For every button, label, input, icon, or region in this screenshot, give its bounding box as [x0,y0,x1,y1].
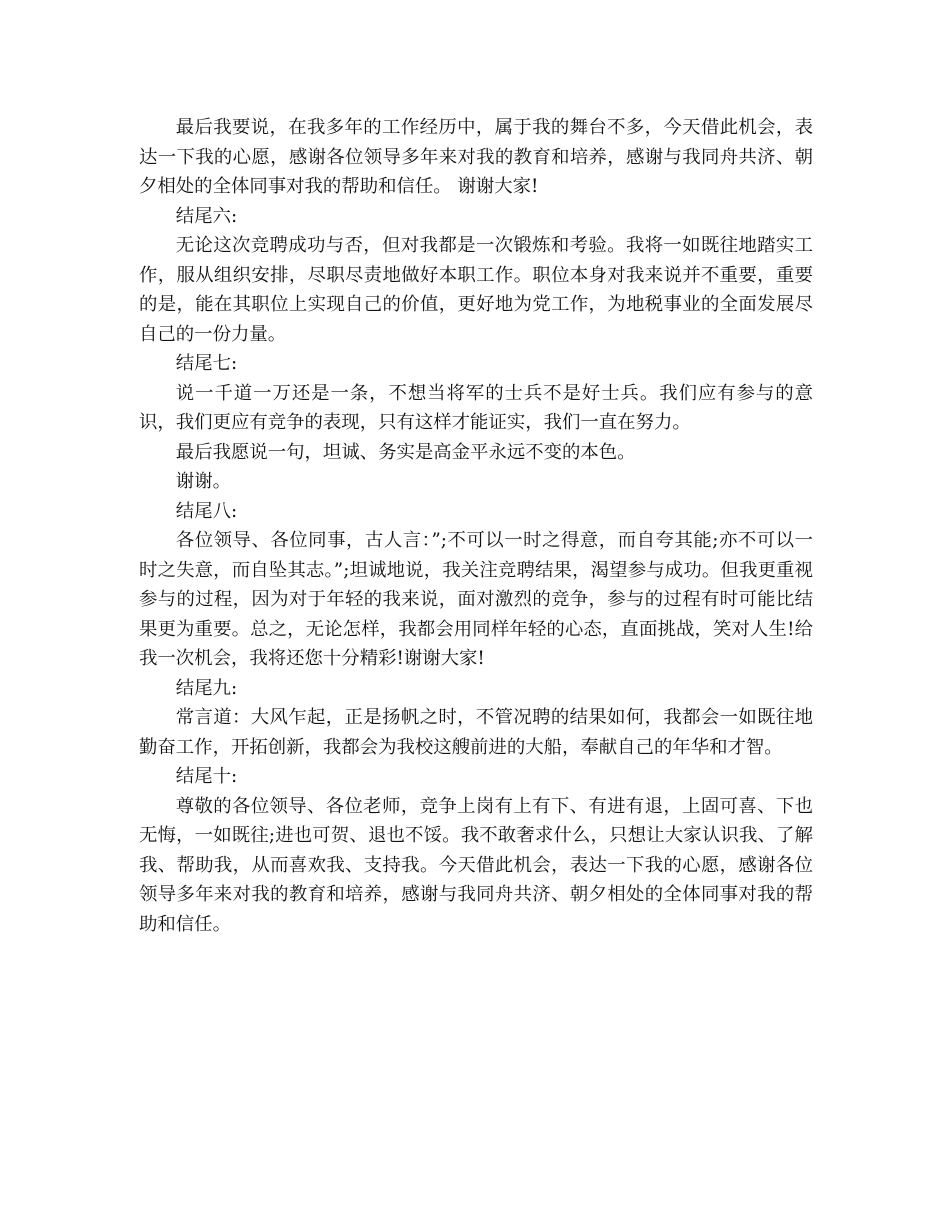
paragraph-ending-seven: 说一千道一万还是一条，不想当将军的士兵不是好士兵。我们应有参与的意识，我们更应有竞争的表现，只有这样才能证实，我们一直在努力。 [139,382,813,433]
paragraph-closing-thanks: 最后我要说，在我多年的工作经历中，属于我的舞台不多，今天借此机会，表达一下我的心愿，感谢各位领导多年来对我的教育和培养，感谢与我同舟共济、朝夕相处的全体同事对我的帮助和信任。 谢谢大家! [139,117,813,197]
heading-ending-eight: 结尾八: [175,500,238,522]
paragraph-thanks: 谢谢。 [175,471,231,492]
heading-ending-six: 结尾六: [175,205,238,227]
heading-ending-nine: 结尾九: [175,677,238,699]
heading-ending-seven: 结尾七: [175,353,238,374]
document-body [139,113,813,939]
heading-ending-ten: 结尾十: [175,766,238,787]
paragraph-ending-six: 无论这次竞聘成功与否，但对我都是一次锻炼和考验。我将一如既往地踏实工作，服从组织安排，尽职尽责地做好本职工作。职位本身对我来说并不重要，重要的是，能在其职位上实现自己的价值，更好地为党工作，为地税事业的全面发展尽自己的一份力量。 [139,235,813,345]
paragraph-ending-seven-final: 最后我愿说一句，坦诚、务实是高金平永远不变的本色。 [175,441,636,463]
paragraph-ending-eight: 各位领导、各位同事，古人言：”;不可以一时之得意，而自夸其能;亦不可以一时之失意，而自坠其志。”;坦诚地说，我关注竞聘结果，渴望参与成功。但我更重视参与的过程，因为对于年轻的我来说，面对激烈的竞争，参与的过程有时可能比结果更为重要。总之，无论怎样，我都会用同样年轻的心态，直面挑战，笑对人生!给我一次机会，我将还您十分精彩!谢谢大家! [139,530,813,669]
paragraph-ending-ten: 尊敬的各位领导、各位老师，竞争上岗有上有下、有进有退，上固可喜、下也无悔，一如既往;进也可贺、退也不馁。我不敢奢求什么，只想让大家认识我、了解我、帮助我，从而喜欢我、支持我。今天借此机会，表达一下我的心愿，感谢各位领导多年来对我的教育和培养，感谢与我同舟共济、朝夕相处的全体同事对我的帮助和信任。 [139,795,813,935]
paragraph-ending-nine: 常言道：大风乍起，正是扬帆之时，不管况聘的结果如何，我都会一如既往地勤奋工作，开拓创新，我都会为我校这艘前进的大船，奉献自己的年华和才智。 [139,707,813,758]
